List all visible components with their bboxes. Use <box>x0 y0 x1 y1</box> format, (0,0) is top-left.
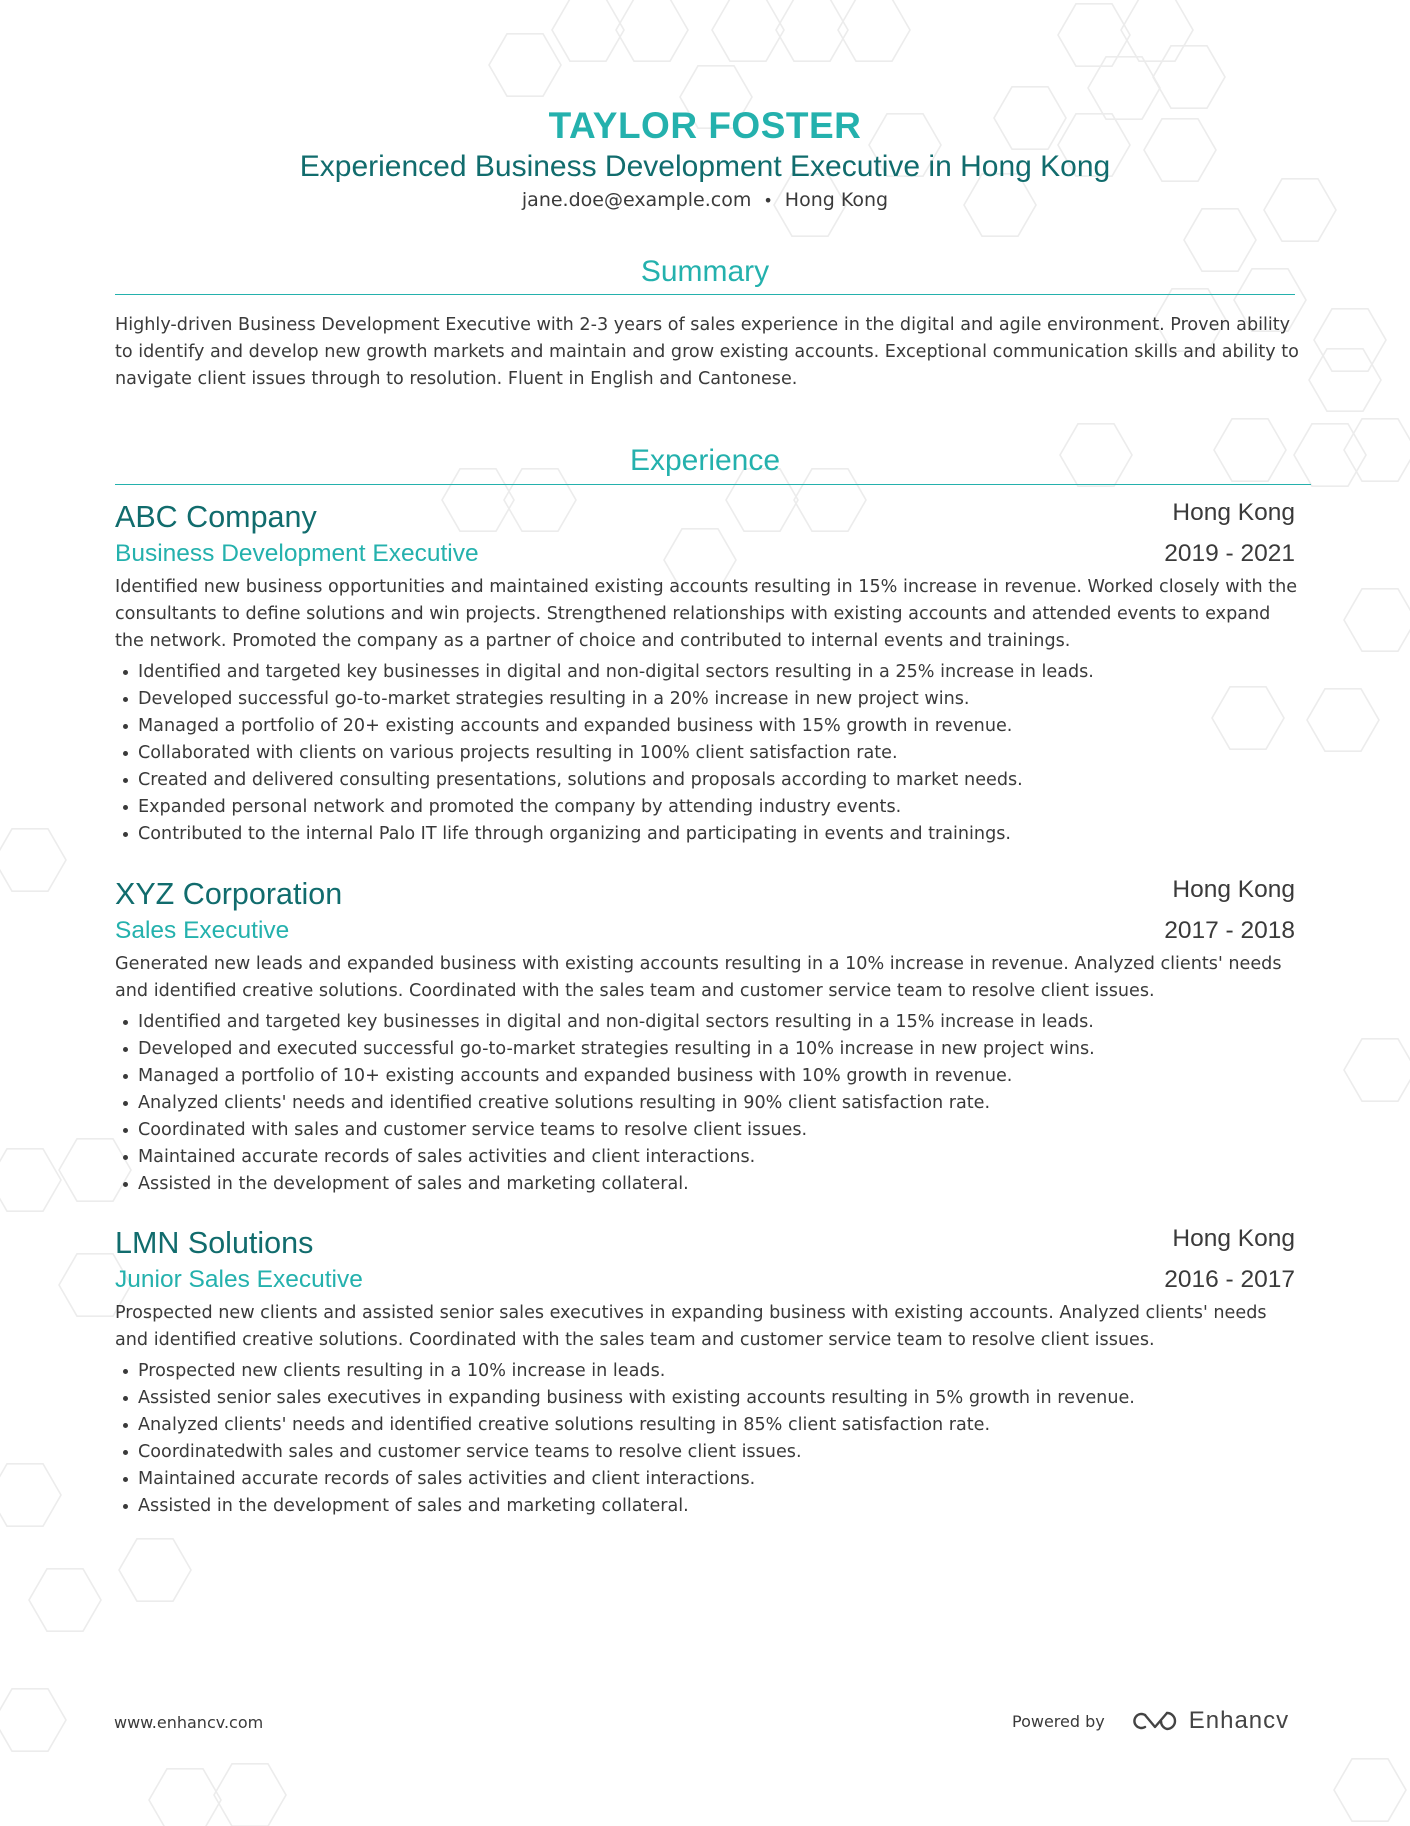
achievement-item: Assisted in the development of sales and marketing collateral. <box>115 1493 1295 1520</box>
achievement-item: Prospected new clients resulting in a 10% increase in leads. <box>115 1358 1295 1385</box>
job-dates: 2016 - 2017 <box>1164 1266 1295 1293</box>
job-achievements <box>115 659 1295 848</box>
job-entry <box>115 875 1295 1198</box>
location-text: Hong Kong <box>784 189 889 211</box>
achievement-item: Maintained accurate records of sales activities and client interactions. <box>115 1466 1295 1493</box>
job-title: Business Development Executive <box>115 540 479 567</box>
job-location: Hong Kong <box>1172 499 1295 526</box>
resume-header <box>0 104 1410 214</box>
job-dates: 2017 - 2018 <box>1164 917 1295 944</box>
job-location: Hong Kong <box>1172 876 1295 903</box>
achievement-item: Contributed to the internal Palo IT life through organizing and participating in events and trainings. <box>115 821 1295 848</box>
achievement-item: Assisted in the development of sales and marketing collateral. <box>115 1171 1295 1198</box>
achievement-item: Expanded personal network and promoted the company by attending industry events. <box>115 794 1295 821</box>
achievement-item: Coordinatedwith sales and customer service teams to resolve client issues. <box>115 1439 1295 1466</box>
website-link[interactable]: www.enhancv.com <box>114 1713 264 1732</box>
brand-name: Enhancv <box>1188 1707 1290 1734</box>
achievement-item: Identified and targeted key businesses in digital and non-digital sectors resulting in a 25% increase in leads. <box>115 659 1295 686</box>
powered-by-badge[interactable] <box>1012 1705 1289 1737</box>
achievement-item: Analyzed clients' needs and identified creative solutions resulting in 85% client satisfaction rate. <box>115 1412 1295 1439</box>
contact-line <box>0 187 1410 214</box>
company-name: XYZ Corporation <box>115 877 343 911</box>
experience-divider <box>115 484 1311 485</box>
achievement-item: Managed a portfolio of 20+ existing accounts and expanded business with 15% growth in revenue. <box>115 713 1295 740</box>
candidate-headline: Experienced Business Development Executive in Hong Kong <box>299 150 1111 183</box>
achievement-item: Maintained accurate records of sales activities and client interactions. <box>115 1144 1295 1171</box>
job-title: Sales Executive <box>115 917 290 944</box>
job-description: Identified new business opportunities and maintained existing accounts resulting in 15% increase in revenue. Worked closely with the consultants to define solutions and win projects. Strengthened relationships with existing accounts and attended events to expand the network. Promoted the company as a partner of choice and contributed to internal events and trainings. <box>115 577 1298 651</box>
achievement-item: Analyzed clients' needs and identified creative solutions resulting in 90% client satisfaction rate. <box>115 1090 1295 1117</box>
achievement-item: Developed successful go-to-market strategies resulting in a 20% increase in new project wins. <box>115 686 1295 713</box>
achievement-item: Identified and targeted key businesses in digital and non-digital sectors resulting in a 15% increase in leads. <box>115 1009 1295 1036</box>
achievement-item: Assisted senior sales executives in expanding business with existing accounts resulting in 5% growth in revenue. <box>115 1385 1295 1412</box>
summary-divider <box>115 294 1295 295</box>
job-entry <box>115 498 1298 848</box>
job-achievements <box>115 1358 1295 1520</box>
job-description: Prospected new clients and assisted senior sales executives in expanding business with existing accounts. Analyzed clients' needs and identified creative solutions. Coordinated with the sales team and customer service team to resolve client issues. <box>115 1303 1267 1350</box>
job-description: Generated new leads and expanded business with existing accounts resulting in a 10% increase in revenue. Analyzed clients' needs and identified creative solutions. Coordinated with the sales team and customer service team to resolve client issues. <box>115 954 1282 1001</box>
company-name: ABC Company <box>115 500 317 534</box>
job-dates: 2019 - 2021 <box>1164 540 1295 567</box>
powered-by-label: Powered by <box>1012 1711 1105 1731</box>
company-name: LMN Solutions <box>115 1226 314 1260</box>
email-link[interactable]: jane.doe@example.com <box>521 189 752 211</box>
achievement-item: Managed a portfolio of 10+ existing accounts and expanded business with 10% growth in revenue. <box>115 1063 1295 1090</box>
experience-heading: Experience <box>629 444 781 477</box>
separator-dot: • <box>763 191 773 210</box>
achievement-item: Created and delivered consulting presentations, solutions and proposals according to market needs. <box>115 767 1295 794</box>
achievement-item: Collaborated with clients on various projects resulting in 100% client satisfaction rate. <box>115 740 1295 767</box>
summary-heading: Summary <box>640 255 770 288</box>
job-achievements <box>115 1009 1295 1198</box>
achievement-item: Coordinated with sales and customer service teams to resolve client issues. <box>115 1117 1295 1144</box>
enhancv-logo-icon <box>1131 1708 1181 1734</box>
job-title: Junior Sales Executive <box>115 1266 363 1293</box>
candidate-name: TAYLOR FOSTER <box>548 105 862 146</box>
job-entry <box>115 1224 1295 1520</box>
achievement-item: Developed and executed successful go-to-market strategies resulting in a 10% increase in new project wins. <box>115 1036 1295 1063</box>
summary-text: Highly-driven Business Development Executive with 2-3 years of sales experience in the digital and agile environment. Proven ability to identify and develop new growth markets and maintain and grow existing accounts. Exceptional communication skills and ability to navigate client issues through to resolution. Fluent in English and Cantonese. <box>115 315 1299 389</box>
job-location: Hong Kong <box>1172 1225 1295 1252</box>
